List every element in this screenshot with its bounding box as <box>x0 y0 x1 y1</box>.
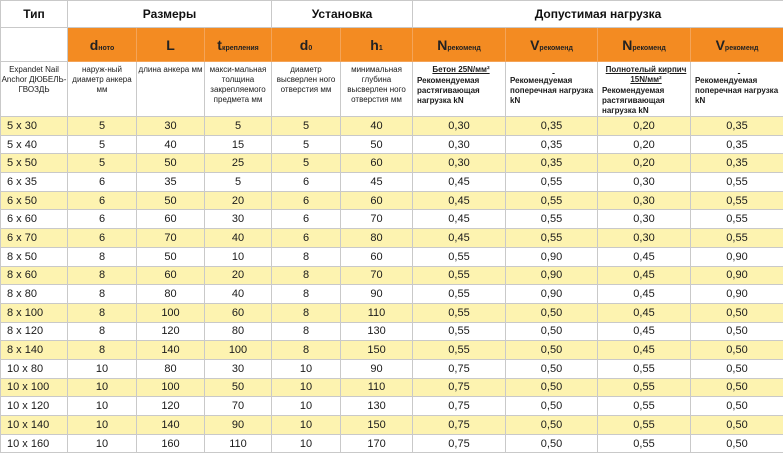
row-value-cell: 150 <box>341 416 413 435</box>
row-value-cell: 10 <box>272 434 341 453</box>
group-header-row <box>1 1 783 28</box>
row-value-cell: 0,75 <box>413 397 506 416</box>
row-value-cell: 140 <box>137 416 205 435</box>
row-value-cell: 0,55 <box>506 210 598 229</box>
row-type-cell: 8 x 50 <box>1 247 68 266</box>
row-value-cell: 0,55 <box>598 434 691 453</box>
table-row <box>1 229 783 248</box>
row-value-cell: 10 <box>272 359 341 378</box>
table-body <box>1 117 783 453</box>
row-value-cell: 6 <box>272 173 341 192</box>
row-value-cell: 0,50 <box>506 322 598 341</box>
symbol-cell: Nрекоменд <box>598 28 691 62</box>
row-value-cell: 0,55 <box>413 303 506 322</box>
row-value-cell: 0,90 <box>691 247 783 266</box>
row-value-cell: 90 <box>341 285 413 304</box>
row-value-cell: 0,55 <box>413 266 506 285</box>
col-type-header: Тип <box>1 1 68 28</box>
row-value-cell: 0,50 <box>506 378 598 397</box>
symbol-cell: L <box>137 28 205 62</box>
table-row <box>1 135 783 154</box>
row-value-cell: 10 <box>68 378 137 397</box>
symbol-cell: dното <box>68 28 137 62</box>
row-value-cell: 140 <box>137 341 205 360</box>
row-value-cell: 0,30 <box>598 191 691 210</box>
row-value-cell: 8 <box>272 303 341 322</box>
row-value-cell: 50 <box>137 154 205 173</box>
table-row <box>1 154 783 173</box>
symbol-cell: Vрекоменд <box>506 28 598 62</box>
row-value-cell: 80 <box>137 359 205 378</box>
row-type-cell: 10 x 100 <box>1 378 68 397</box>
row-type-cell: 6 x 35 <box>1 173 68 192</box>
row-type-cell: 8 x 100 <box>1 303 68 322</box>
row-value-cell: 0,50 <box>691 359 783 378</box>
row-value-cell: 10 <box>272 378 341 397</box>
row-value-cell: 0,90 <box>506 247 598 266</box>
row-value-cell: 160 <box>137 434 205 453</box>
row-value-cell: 0,30 <box>413 117 506 136</box>
row-value-cell: 10 <box>272 397 341 416</box>
row-value-cell: 80 <box>205 322 272 341</box>
row-value-cell: 30 <box>205 210 272 229</box>
desc-h1: минимальная глубина высверлен ного отверстия мм <box>341 62 413 117</box>
description-row <box>1 62 783 117</box>
row-value-cell: 90 <box>341 359 413 378</box>
row-value-cell: 0,55 <box>598 359 691 378</box>
row-type-cell: 10 x 80 <box>1 359 68 378</box>
table-row <box>1 210 783 229</box>
row-value-cell: 100 <box>205 341 272 360</box>
row-type-cell: 10 x 160 <box>1 434 68 453</box>
row-value-cell: 35 <box>137 173 205 192</box>
row-value-cell: 0,20 <box>598 117 691 136</box>
table-row <box>1 266 783 285</box>
row-value-cell: 0,55 <box>691 191 783 210</box>
row-value-cell: 0,50 <box>506 397 598 416</box>
row-value-cell: 150 <box>341 341 413 360</box>
row-value-cell: 8 <box>68 266 137 285</box>
row-value-cell: 0,30 <box>413 154 506 173</box>
row-value-cell: 0,30 <box>598 173 691 192</box>
row-value-cell: 0,75 <box>413 359 506 378</box>
row-value-cell: 8 <box>68 247 137 266</box>
row-value-cell: 50 <box>137 191 205 210</box>
row-value-cell: 0,55 <box>413 341 506 360</box>
row-value-cell: 8 <box>68 322 137 341</box>
row-value-cell: 60 <box>137 266 205 285</box>
desc-type: Expandet Nail Anchor ДЮБЕЛЬ-ГВОЗДЬ <box>1 62 68 117</box>
row-value-cell: 0,90 <box>506 285 598 304</box>
row-value-cell: 5 <box>205 117 272 136</box>
row-value-cell: 0,50 <box>691 416 783 435</box>
row-value-cell: 6 <box>272 210 341 229</box>
row-value-cell: 0,45 <box>413 210 506 229</box>
row-type-cell: 5 x 40 <box>1 135 68 154</box>
row-value-cell: 170 <box>341 434 413 453</box>
row-value-cell: 0,50 <box>506 359 598 378</box>
row-value-cell: 5 <box>68 135 137 154</box>
row-value-cell: 110 <box>341 303 413 322</box>
row-value-cell: 0,50 <box>691 303 783 322</box>
row-value-cell: 8 <box>272 322 341 341</box>
row-value-cell: 40 <box>205 229 272 248</box>
row-value-cell: 8 <box>272 266 341 285</box>
row-value-cell: 110 <box>341 378 413 397</box>
row-value-cell: 0,45 <box>598 341 691 360</box>
row-value-cell: 70 <box>137 229 205 248</box>
row-value-cell: 0,55 <box>691 210 783 229</box>
row-value-cell: 0,35 <box>691 135 783 154</box>
row-value-cell: 0,35 <box>506 135 598 154</box>
table-row <box>1 285 783 304</box>
row-value-cell: 20 <box>205 191 272 210</box>
row-value-cell: 30 <box>205 359 272 378</box>
row-value-cell: 8 <box>68 303 137 322</box>
load-header: Допустимая нагрузка <box>413 1 783 28</box>
row-value-cell: 0,55 <box>413 285 506 304</box>
row-type-cell: 8 x 60 <box>1 266 68 285</box>
row-value-cell: 0,90 <box>691 266 783 285</box>
row-value-cell: 0,45 <box>598 285 691 304</box>
table-row <box>1 341 783 360</box>
symbol-cell: h1 <box>341 28 413 62</box>
row-value-cell: 40 <box>137 135 205 154</box>
table-row <box>1 397 783 416</box>
row-value-cell: 0,30 <box>598 210 691 229</box>
row-value-cell: 45 <box>341 173 413 192</box>
desc-d-nom: наруж-ный диаметр анкера мм <box>68 62 137 117</box>
row-value-cell: 40 <box>205 285 272 304</box>
row-value-cell: 6 <box>68 229 137 248</box>
row-value-cell: 0,35 <box>691 117 783 136</box>
desc-v-brick: Рекомендуемая поперечная нагрузка kN <box>691 62 783 117</box>
row-value-cell: 0,50 <box>506 434 598 453</box>
table-row <box>1 416 783 435</box>
row-value-cell: 70 <box>341 266 413 285</box>
row-type-cell: 6 x 60 <box>1 210 68 229</box>
row-value-cell: 5 <box>68 117 137 136</box>
row-value-cell: 80 <box>137 285 205 304</box>
install-header: Установка <box>272 1 413 28</box>
row-value-cell: 40 <box>341 117 413 136</box>
row-value-cell: 0,90 <box>691 285 783 304</box>
row-value-cell: 30 <box>137 117 205 136</box>
row-value-cell: 80 <box>341 229 413 248</box>
symbol-row <box>1 28 783 62</box>
row-value-cell: 6 <box>68 210 137 229</box>
row-value-cell: 0,50 <box>506 416 598 435</box>
row-value-cell: 0,55 <box>506 191 598 210</box>
row-value-cell: 0,20 <box>598 154 691 173</box>
material-concrete: Бетон 25N/мм² <box>432 65 490 74</box>
symbol-corner <box>1 28 68 62</box>
row-value-cell: 8 <box>68 285 137 304</box>
row-value-cell: 0,50 <box>691 378 783 397</box>
row-value-cell: 8 <box>272 285 341 304</box>
symbol-cell: d0 <box>272 28 341 62</box>
row-value-cell: 70 <box>341 210 413 229</box>
row-value-cell: 8 <box>68 341 137 360</box>
desc-n-concrete: Бетон 25N/мм² Рекомендуемая растягивающая нагрузка kN <box>413 62 506 117</box>
row-value-cell: 10 <box>68 416 137 435</box>
row-value-cell: 0,45 <box>413 229 506 248</box>
row-value-cell: 0,55 <box>598 416 691 435</box>
row-value-cell: 70 <box>205 397 272 416</box>
row-value-cell: 0,55 <box>506 173 598 192</box>
row-value-cell: 5 <box>205 173 272 192</box>
row-value-cell: 10 <box>272 416 341 435</box>
table-row <box>1 378 783 397</box>
row-value-cell: 0,45 <box>598 266 691 285</box>
row-value-cell: 10 <box>68 434 137 453</box>
row-value-cell: 0,55 <box>598 378 691 397</box>
row-value-cell: 20 <box>205 266 272 285</box>
row-value-cell: 5 <box>272 154 341 173</box>
row-type-cell: 5 x 30 <box>1 117 68 136</box>
row-type-cell: 10 x 140 <box>1 416 68 435</box>
row-value-cell: 6 <box>68 191 137 210</box>
desc-v-concrete: Рекомендуемая поперечная нагрузка kN <box>506 62 598 117</box>
row-value-cell: 0,35 <box>506 154 598 173</box>
row-value-cell: 50 <box>137 247 205 266</box>
row-type-cell: 6 x 70 <box>1 229 68 248</box>
row-value-cell: 0,50 <box>691 434 783 453</box>
material-brick: Полнотелый кирпич 15N/мм² <box>605 65 687 84</box>
row-value-cell: 130 <box>341 322 413 341</box>
row-value-cell: 60 <box>341 191 413 210</box>
sizes-header: Размеры <box>68 1 272 28</box>
row-value-cell: 0,35 <box>506 117 598 136</box>
row-value-cell: 0,20 <box>598 135 691 154</box>
table-row <box>1 359 783 378</box>
row-value-cell: 120 <box>137 322 205 341</box>
row-value-cell: 60 <box>205 303 272 322</box>
desc-n-brick: Полнотелый кирпич 15N/мм² Рекомендуемая растягивающая нагрузка kN <box>598 62 691 117</box>
row-value-cell: 5 <box>272 135 341 154</box>
row-value-cell: 0,50 <box>506 303 598 322</box>
row-value-cell: 0,50 <box>691 322 783 341</box>
row-value-cell: 120 <box>137 397 205 416</box>
row-value-cell: 60 <box>341 154 413 173</box>
row-value-cell: 0,75 <box>413 434 506 453</box>
row-value-cell: 0,55 <box>413 322 506 341</box>
table-row <box>1 173 783 192</box>
row-value-cell: 0,30 <box>598 229 691 248</box>
row-type-cell: 6 x 50 <box>1 191 68 210</box>
row-value-cell: 0,50 <box>691 397 783 416</box>
row-value-cell: 90 <box>205 416 272 435</box>
row-value-cell: 100 <box>137 303 205 322</box>
row-value-cell: 5 <box>68 154 137 173</box>
row-value-cell: 6 <box>68 173 137 192</box>
row-value-cell: 25 <box>205 154 272 173</box>
row-value-cell: 8 <box>272 247 341 266</box>
row-type-cell: 5 x 50 <box>1 154 68 173</box>
row-value-cell: 100 <box>137 378 205 397</box>
row-value-cell: 110 <box>205 434 272 453</box>
table-row <box>1 434 783 453</box>
table-row <box>1 117 783 136</box>
symbol-cell: tкрепления <box>205 28 272 62</box>
row-value-cell: 0,35 <box>691 154 783 173</box>
desc-length: длина анкера мм <box>137 62 205 117</box>
row-value-cell: 15 <box>205 135 272 154</box>
row-type-cell: 8 x 140 <box>1 341 68 360</box>
row-value-cell: 0,50 <box>691 341 783 360</box>
row-value-cell: 50 <box>341 135 413 154</box>
row-value-cell: 0,45 <box>413 191 506 210</box>
row-value-cell: 0,55 <box>413 247 506 266</box>
row-value-cell: 0,55 <box>691 173 783 192</box>
row-value-cell: 60 <box>137 210 205 229</box>
row-value-cell: 0,55 <box>598 397 691 416</box>
row-value-cell: 130 <box>341 397 413 416</box>
row-type-cell: 10 x 120 <box>1 397 68 416</box>
row-value-cell: 0,90 <box>506 266 598 285</box>
symbol-cell: Vрекоменд <box>691 28 783 62</box>
row-value-cell: 0,55 <box>691 229 783 248</box>
row-value-cell: 0,75 <box>413 378 506 397</box>
row-value-cell: 0,30 <box>413 135 506 154</box>
row-value-cell: 6 <box>272 229 341 248</box>
symbol-cell: Nрекоменд <box>413 28 506 62</box>
row-value-cell: 10 <box>205 247 272 266</box>
row-value-cell: 0,75 <box>413 416 506 435</box>
table-row <box>1 322 783 341</box>
row-value-cell: 6 <box>272 191 341 210</box>
table-row <box>1 247 783 266</box>
row-value-cell: 0,55 <box>506 229 598 248</box>
table-row <box>1 303 783 322</box>
row-value-cell: 0,50 <box>506 341 598 360</box>
row-value-cell: 10 <box>68 397 137 416</box>
row-value-cell: 0,45 <box>598 247 691 266</box>
row-value-cell: 10 <box>68 359 137 378</box>
row-type-cell: 8 x 80 <box>1 285 68 304</box>
row-type-cell: 8 x 120 <box>1 322 68 341</box>
row-value-cell: 5 <box>272 117 341 136</box>
row-value-cell: 0,45 <box>598 322 691 341</box>
desc-thickness: макси-мальная толщина закрепляемого предмета мм <box>205 62 272 117</box>
row-value-cell: 8 <box>272 341 341 360</box>
row-value-cell: 60 <box>341 247 413 266</box>
row-value-cell: 50 <box>205 378 272 397</box>
row-value-cell: 0,45 <box>413 173 506 192</box>
table-row <box>1 191 783 210</box>
desc-d0: диаметр высверлен ного отверстия мм <box>272 62 341 117</box>
row-value-cell: 0,45 <box>598 303 691 322</box>
